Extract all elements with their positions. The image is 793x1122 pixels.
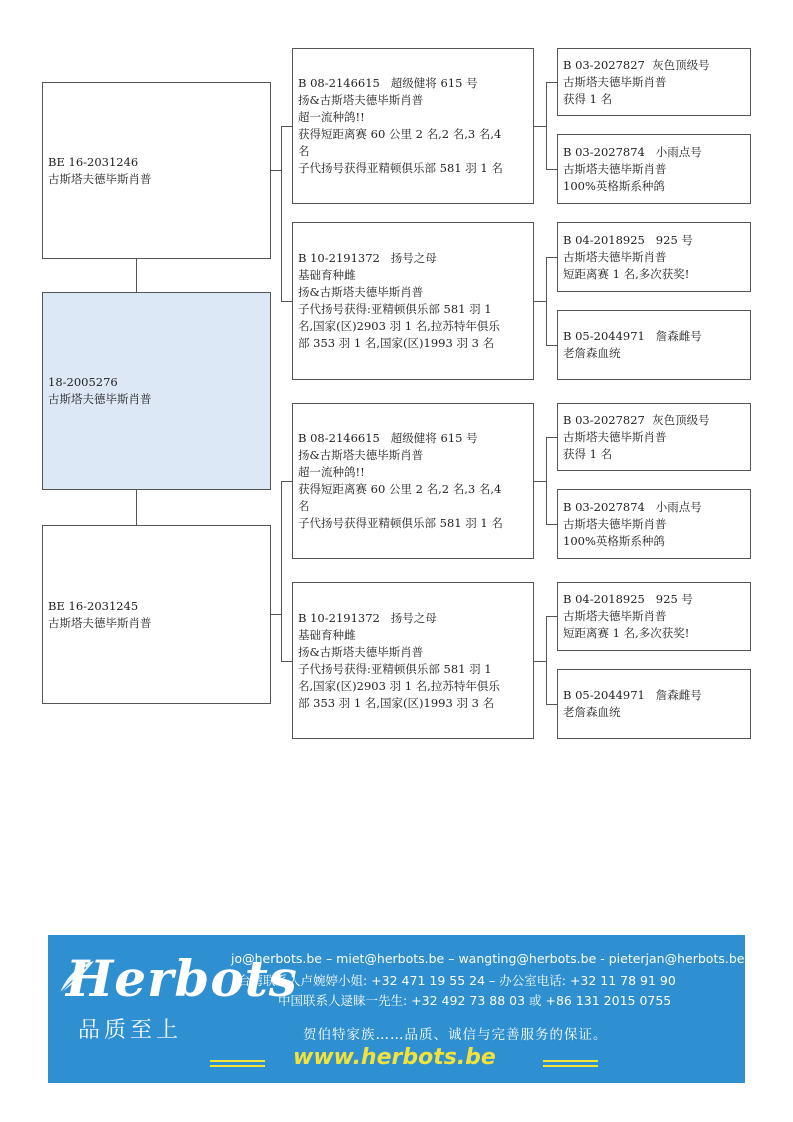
sire-ring: BE 16-2031246 (48, 154, 139, 169)
china-contact: 中国联系人逯睐一先生: +32 492 73 88 03 或 +86 131 2015 0755 (278, 993, 672, 1008)
ggp3-line: B 04-2018925 925 号 (563, 232, 693, 247)
taiwan-contact: 台湾联系人卢婉婷小姐: +32 471 19 55 24 – 办公室电话: +32 11 78 91 90 (238, 973, 676, 988)
connector-gp1-ggp (534, 126, 546, 127)
connector-gp1-ggp-v (546, 82, 547, 169)
great-grandparent-box-2 (557, 134, 751, 204)
gp2-line: 扬&古斯塔夫德毕斯肖普 (298, 285, 424, 299)
gp2-line: 部 353 羽 1 名,国家(区)1993 羽 3 名 (298, 336, 495, 350)
decor-line-left-1 (210, 1060, 265, 1062)
gp3-line: 超一流种鸽!! (298, 465, 365, 479)
gp3-line: 名 (298, 499, 310, 513)
sire-breeder: 古斯塔夫德毕斯肖普 (48, 171, 152, 186)
ggp5-line: 古斯塔夫德毕斯肖普 (563, 429, 667, 444)
connector-ggp8 (546, 704, 557, 705)
gp2-line: B 10-2191372 扬号之母 (298, 251, 437, 265)
connector-gp4 (281, 661, 292, 662)
gp4-line: 扬&古斯塔夫德毕斯肖普 (298, 644, 424, 659)
email-contacts[interactable]: jo@herbots.be – miet@herbots.be – wangting@herbots.be - pieterjan@herbots.be (231, 951, 745, 966)
gp2-line: 子代扬号获得:亚精顿俱乐部 581 羽 1 (298, 302, 492, 316)
subject-box (42, 292, 271, 490)
footer-banner (48, 935, 745, 1083)
connector-ggp6 (546, 524, 557, 525)
connector-gp2 (281, 301, 292, 302)
grandparent-box-4 (292, 582, 534, 739)
connector-ggp3 (546, 257, 557, 258)
great-grandparent-box-1 (557, 48, 751, 116)
connector-gp3 (281, 481, 292, 482)
dam-box (42, 525, 271, 704)
gp4-line: B 10-2191372 扬号之母 (298, 610, 437, 625)
ggp2-line: 古斯塔夫德毕斯肖普 (563, 161, 667, 176)
subject-breeder: 古斯塔夫德毕斯肖普 (48, 392, 152, 406)
great-grandparent-box-3 (557, 222, 751, 292)
connector-gp3-ggp (534, 481, 546, 482)
ggp4-line: 老詹森血统 (563, 346, 621, 360)
ggp2-line: B 03-2027874 小雨点号 (563, 144, 702, 159)
subject-ring: 18-2005276 (48, 375, 118, 389)
gp3-line: B 08-2146615 超级健将 615 号 (298, 431, 478, 445)
great-grandparent-box-7 (557, 582, 751, 651)
grandparent-box-3 (292, 403, 534, 559)
gp2-line: 名,国家(区)2903 羽 1 名,拉苏特年俱乐 (298, 319, 500, 333)
great-grandparent-box-4 (557, 310, 751, 380)
gp3-line: 子代扬号获得亚精顿俱乐部 581 羽 1 名 (298, 516, 503, 530)
ggp4-line: B 05-2044971 詹森雌号 (563, 329, 702, 343)
herbots-logo: Herbots (66, 949, 298, 1008)
gp2-line: 基础育种雌 (298, 268, 356, 282)
ggp3-line: 短距离赛 1 名,多次获奖! (563, 266, 690, 281)
connector-gp4-ggp (534, 661, 546, 662)
connector-ggp4 (546, 345, 557, 346)
connector-gp1 (281, 126, 292, 127)
website-link[interactable]: www.herbots.be (293, 1045, 496, 1070)
ggp6-line: 100%英格斯系种鸽 (563, 533, 665, 548)
connector-sire-subject (136, 259, 137, 292)
ggp5-line: B 03-2027827 灰色顶级号 (563, 412, 710, 427)
ggp2-line: 100%英格斯系种鸽 (563, 178, 665, 193)
ggp1-line: B 03-2027827 灰色顶级号 (563, 57, 710, 72)
gp1-line: B 08-2146615 超级健将 615 号 (298, 76, 478, 90)
great-grandparent-box-6 (557, 489, 751, 559)
ggp7-line: 古斯塔夫德毕斯肖普 (563, 609, 667, 623)
gp3-line: 扬&古斯塔夫德毕斯肖普 (298, 448, 424, 462)
ggp7-line: 短距离赛 1 名,多次获奖! (563, 626, 690, 640)
gp1-line: 子代扬号获得亚精顿俱乐部 581 羽 1 名 (298, 161, 503, 175)
ggp1-line: 古斯塔夫德毕斯肖普 (563, 74, 667, 89)
sire-box (42, 82, 271, 259)
decor-line-right-1 (543, 1060, 598, 1062)
gp4-line: 子代扬号获得:亚精顿俱乐部 581 羽 1 (298, 661, 492, 676)
ggp5-line: 获得 1 名 (563, 446, 613, 461)
connector-gp2-ggp (534, 301, 546, 302)
grandparent-box-1 (292, 48, 534, 204)
connector-gp2-ggp-v (546, 257, 547, 345)
great-grandparent-box-5 (557, 403, 751, 471)
great-grandparent-box-8 (557, 669, 751, 739)
connector-sire-gp-v (281, 126, 282, 301)
gp1-line: 扬&古斯塔夫德毕斯肖普 (298, 93, 424, 107)
tagline: 贺伯特家族……品质、诚信与完善服务的保证。 (303, 1027, 608, 1043)
gp4-line: 基础育种雌 (298, 627, 356, 642)
dam-ring: BE 16-2031245 (48, 598, 139, 613)
connector-ggp5 (546, 437, 557, 438)
ggp8-line: B 05-2044971 詹森雌号 (563, 688, 702, 702)
dam-breeder: 古斯塔夫德毕斯肖普 (48, 615, 152, 630)
ggp6-line: B 03-2027874 小雨点号 (563, 499, 702, 514)
connector-ggp1 (546, 82, 557, 83)
gp4-line: 名,国家(区)2903 羽 1 名,拉苏特年俱乐 (298, 678, 500, 693)
connector-dam-gp-v (281, 481, 282, 661)
ggp3-line: 古斯塔夫德毕斯肖普 (563, 249, 667, 264)
slogan: 品质至上 (78, 1018, 183, 1043)
connector-gp4-ggp-v (546, 616, 547, 704)
decor-line-left-2 (210, 1065, 265, 1067)
ggp7-line: B 04-2018925 925 号 (563, 592, 693, 606)
connector-ggp7 (546, 616, 557, 617)
connector-subject-dam (136, 490, 137, 525)
ggp1-line: 获得 1 名 (563, 91, 613, 106)
gp4-line: 部 353 羽 1 名,国家(区)1993 羽 3 名 (298, 695, 495, 710)
connector-ggp2 (546, 169, 557, 170)
gp1-line: 名 (298, 144, 310, 158)
connector-gp3-ggp-v (546, 437, 547, 524)
gp1-line: 超一流种鸽!! (298, 110, 365, 124)
ggp6-line: 古斯塔夫德毕斯肖普 (563, 516, 667, 531)
gp1-line: 获得短距离赛 60 公里 2 名,2 名,3 名,4 (298, 127, 502, 141)
decor-line-right-2 (543, 1065, 598, 1067)
gp3-line: 获得短距离赛 60 公里 2 名,2 名,3 名,4 (298, 482, 502, 496)
ggp8-line: 老詹森血统 (563, 705, 621, 719)
grandparent-box-2 (292, 222, 534, 380)
